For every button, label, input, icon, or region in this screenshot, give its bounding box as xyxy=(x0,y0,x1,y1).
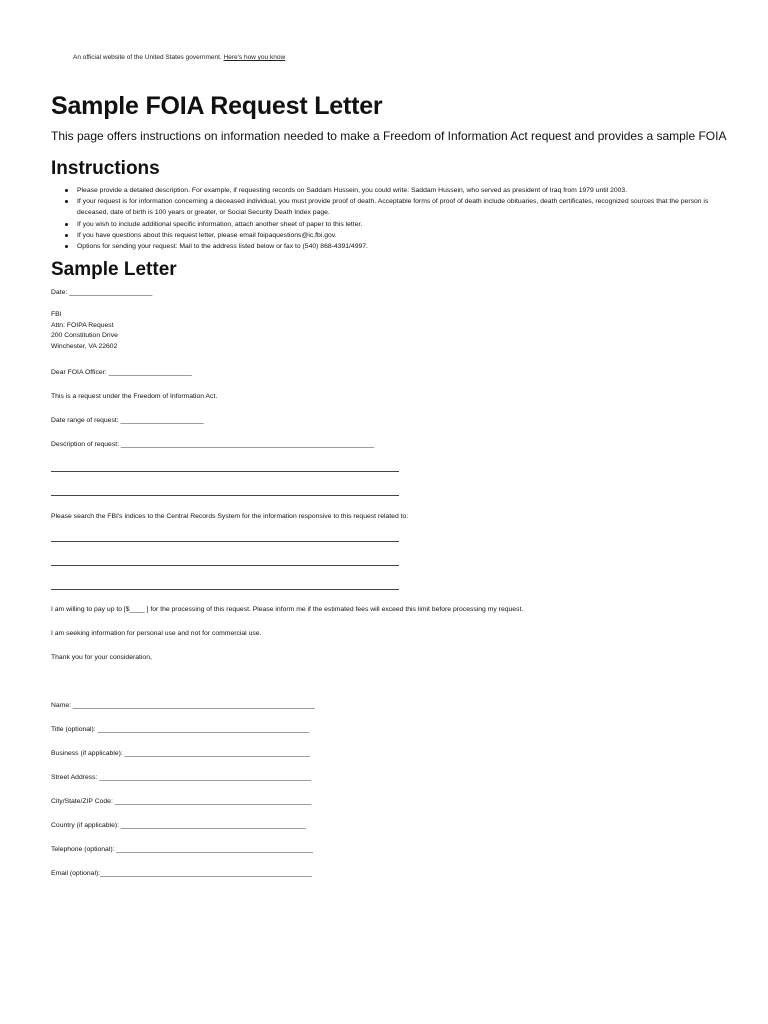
description-blank-line xyxy=(51,471,399,472)
address-line: Attn: FOIPA Request xyxy=(51,321,114,329)
title-field: Title (optional): ________________________________________________________ xyxy=(51,726,310,733)
request-statement: This is a request under the Freedom of Information Act. xyxy=(51,393,218,400)
email-field: Email (optional):________________________________________________________ xyxy=(51,870,312,877)
search-blank-line xyxy=(51,541,399,542)
fees-statement: I am willing to pay up to [$____ ] for the processing of this request. Please inform me if the estimated fees will exceed this limit before processing my request. xyxy=(51,606,524,613)
page-title: Sample FOIA Request Letter xyxy=(51,92,383,120)
business-field: Business (if applicable): _________________________________________________ xyxy=(51,750,310,757)
name-field: Name: ________________________________________________________________ xyxy=(51,702,315,709)
salutation: Dear FOIA Officer: ______________________ xyxy=(51,369,192,376)
description-blank-line xyxy=(51,495,399,496)
address-line: Winchester, VA 22602 xyxy=(51,342,118,350)
instruction-item: If you have questions about this request letter, please email foipaquestions@ic.fbi.gov. xyxy=(64,230,723,241)
instruction-item: If you wish to include additional specific information, attach another sheet of paper to this letter. xyxy=(64,219,723,230)
instruction-item: Options for sending your request: Mail to the address listed below or fax to (540) 868-4391/4997. xyxy=(64,241,723,252)
search-blank-line xyxy=(51,589,399,590)
telephone-field: Telephone (optional): ____________________________________________________ xyxy=(51,846,313,853)
instructions-list xyxy=(64,185,723,252)
address-line: 200 Constitution Drive xyxy=(51,332,118,340)
personal-use-statement: I am seeking information for personal use and not for commercial use. xyxy=(51,630,262,637)
instruction-item: If your request is for information concerning a deceased individual, you must provide proof of death. Acceptable forms of proof of death include obituaries, death certificates, recognized sources that the person is deceased, date of birth is 100 years or greater, or Social Security Death Index page. xyxy=(64,196,723,218)
gov-banner xyxy=(73,54,285,61)
heres-how-you-know-link[interactable]: Here's how you know xyxy=(223,54,286,61)
country-field: Country (if applicable): _________________________________________________ xyxy=(51,822,307,829)
sample-letter-heading: Sample Letter xyxy=(51,259,177,280)
page-intro: This page offers instructions on information needed to make a Freedom of Information Act request and provides a sample FOIA xyxy=(51,129,727,143)
thanks-statement: Thank you for your consideration, xyxy=(51,654,152,661)
city-state-zip-field: City/State/ZIP Code: ____________________________________________________ xyxy=(51,798,312,805)
gov-banner-text: An official website of the United States government. xyxy=(73,54,222,61)
street-address-field: Street Address: ________________________________________________________ xyxy=(51,774,312,781)
search-statement: Please search the FBI's indices to the Central Records System for the information responsive to this request related to: xyxy=(51,513,409,520)
description-field: Description of request: ___________________________________________________________________ xyxy=(51,441,375,448)
address-line: FBI xyxy=(51,311,62,318)
letter-date: Date: ______________________ xyxy=(51,289,153,296)
instructions-heading: Instructions xyxy=(51,158,160,179)
fbi-address xyxy=(51,310,118,352)
date-range-field: Date range of request: ______________________ xyxy=(51,417,204,424)
instruction-item: Please provide a detailed description. For example, if requesting records on Saddam Hussein, you could write: Saddam Hussein, who served as president of Iraq from 1979 until 2003. xyxy=(64,185,723,196)
search-blank-line xyxy=(51,565,399,566)
